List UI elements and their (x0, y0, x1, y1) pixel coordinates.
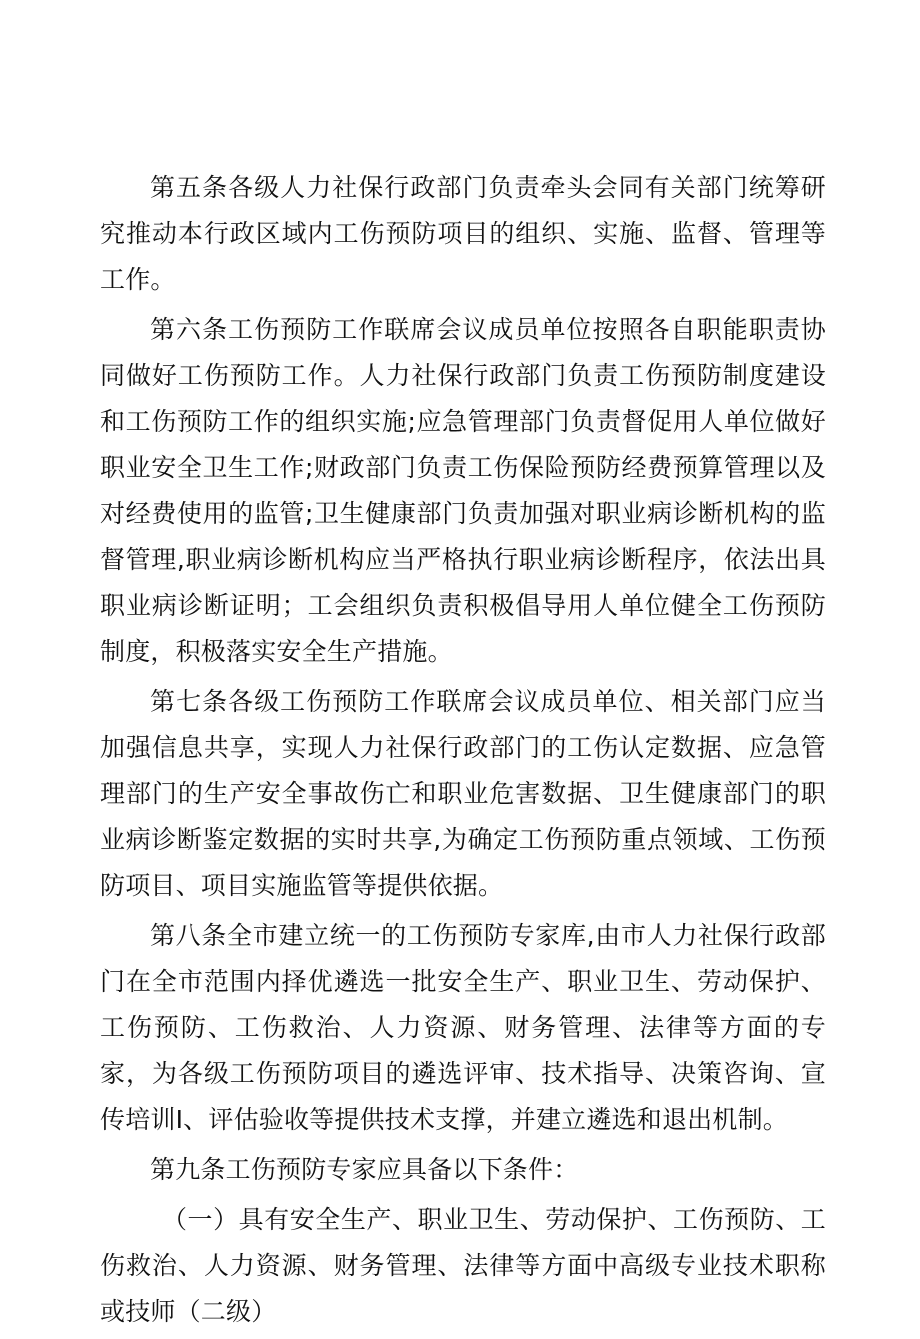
article-9-paragraph: 第九条工伤预防专家应具备以下条件： (150, 1155, 579, 1184)
article-6-paragraph: 第六条工伤预防工作联席会议成员单位按照各自职能职责协同做好工伤预防工作。人力社保行政部门负责工伤预防制度建设和工伤预防工作的组织实施;应急管理部门负责督促用人单位做好职业安全卫生工作;财政部门负责工伤保险预防经费预算管理以及对经费使用的监管;卫生健康部门负责加强对职业病诊断机构的监督管理,职业病诊断机构应当严格执行职业病诊断程序，依法出具职业病诊断证明；工会组织负责积极倡导用人单位健全工伤预防制度，积极落实安全生产措施。 (100, 315, 826, 666)
document-body (100, 165, 826, 1339)
article-7-paragraph: 第七条各级工伤预防工作联席会议成员单位、相关部门应当加强信息共享，实现人力社保行政部门的工伤认定数据、应急管理部门的生产安全事故伤亡和职业危害数据、卫生健康部门的职业病诊断鉴定数据的实时共享,为确定工伤预防重点领域、工伤预防项目、项目实施监管等提供依据。 (100, 687, 826, 900)
article-8-paragraph: 第八条全市建立统一的工伤预防专家库,由市人力社保行政部门在全市范围内择优遴选一批安全生产、职业卫生、劳动保护、工伤预防、工伤救治、人力资源、财务管理、法律等方面的专家，为各级工伤预防项目的遴选评审、技术指导、决策咨询、宣传培训I、评估验收等提供技术支撑，并建立遴选和退出机制。 (100, 921, 826, 1134)
article-5-paragraph: 第五条各级人力社保行政部门负责牵头会同有关部门统筹研究推动本行政区域内工伤预防项目的组织、实施、监督、管理等工作。 (100, 173, 826, 294)
article-9-item-1-paragraph: （一）具有安全生产、职业卫生、劳动保护、工伤预防、工伤救治、人力资源、财务管理、法律等方面中高级专业技术职称或技师（二级） (100, 1205, 826, 1326)
